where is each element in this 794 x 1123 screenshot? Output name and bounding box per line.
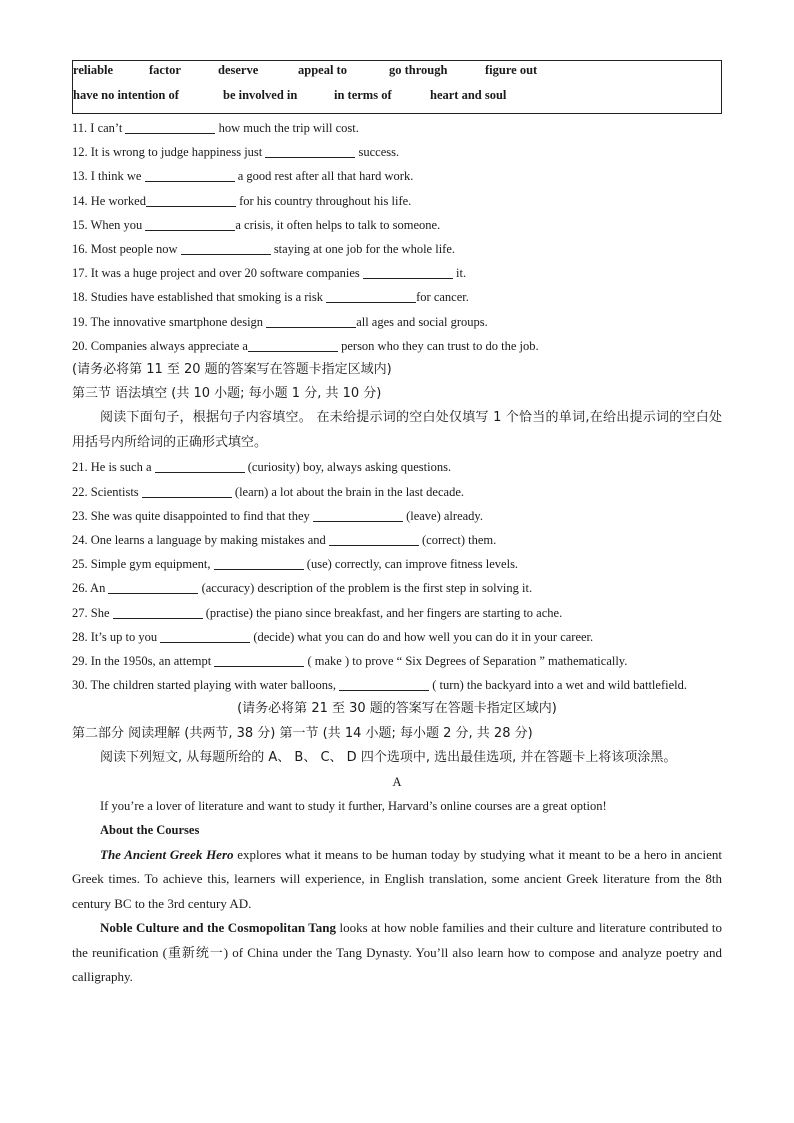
part-2-title: 第二部分 阅读理解 (共两节, 38 分) 第一节 (共 14 小题; 每小题 2 分, 共 28 分) <box>72 725 533 741</box>
word-bank-item: in terms of <box>334 88 392 102</box>
answer-blank[interactable] <box>146 194 236 207</box>
answer-blank[interactable] <box>155 460 245 473</box>
question-13: 13. I think we a good rest after all that hard work. <box>72 169 414 184</box>
word-bank-item: have no intention of <box>73 88 179 102</box>
question-18: 18. Studies have established that smoking is a risk for cancer. <box>72 290 469 305</box>
answer-blank[interactable] <box>266 315 356 328</box>
word-bank-item: figure out <box>485 63 538 77</box>
word-bank-item: factor <box>149 63 181 77</box>
section-3-instructions: 阅读下面句子，根据句子内容填空。 在未给提示词的空白处仅填写 1 个恰当的单词,在给出提示词的空白处用括号内所给词的正确形式填空。 <box>72 410 722 450</box>
answer-blank[interactable] <box>363 266 453 279</box>
question-21: 21. He is such a (curiosity) boy, always asking questions. <box>72 460 452 475</box>
answer-blank[interactable] <box>181 242 271 255</box>
passage-label: A <box>392 775 402 790</box>
answer-blank[interactable] <box>313 509 403 522</box>
question-22: 22. Scientists (learn) a lot about the brain in the last decade. <box>72 484 464 499</box>
answer-note-11-20: (请务必将第 11 至 20 题的答案写在答题卡指定区域内) <box>72 362 392 378</box>
question-23: 23. She was quite disappointed to find that they (leave) already. <box>72 508 483 523</box>
question-19: 19. The innovative smartphone design all ages and social groups. <box>72 314 488 329</box>
question-12: 12. It is wrong to judge happiness just success. <box>72 145 400 160</box>
section-3-title: 第三节 语法填空 (共 10 小题; 每小题 1 分, 共 10 分) <box>72 386 382 402</box>
question-15: 15. When you a crisis, it often helps to talk to someone. <box>72 217 441 232</box>
question-14: 14. He worked for his country throughout his life. <box>72 193 412 208</box>
question-11: 11. I can’t how much the trip will cost. <box>72 121 359 135</box>
answer-blank[interactable] <box>214 557 304 570</box>
answer-blank[interactable] <box>329 533 419 546</box>
grammar-questions <box>72 455 722 697</box>
question-30: 30. The children started playing with water balloons, ( turn) the backyard into a wet and wild battlefield. <box>72 678 687 693</box>
question-25: 25. Simple gym equipment, (use) correctly, can improve fitness levels. <box>72 557 519 572</box>
course-1-title: The Ancient Greek Hero <box>100 846 234 862</box>
word-bank-item: go through <box>389 63 448 77</box>
answer-blank[interactable] <box>326 290 416 303</box>
course-1-paragraph: The Ancient Greek Hero explores what it means to be human today by studying what it meant to be a hero in ancient Greek times. To achieve this, learners will experience, in English translation, some ancient Greek literature from the 8th century BC to the 3rd century AD. <box>72 846 723 911</box>
about-courses-heading: About the Courses <box>100 823 200 838</box>
answer-blank[interactable] <box>113 606 203 619</box>
question-16: 16. Most people now staying at one job for the whole life. <box>72 242 456 257</box>
answer-blank[interactable] <box>125 121 215 134</box>
vocab-questions <box>72 116 722 358</box>
answer-blank[interactable] <box>142 485 232 498</box>
word-bank-item: deserve <box>218 63 259 77</box>
answer-note-21-30: (请务必将第 21 至 30 题的答案写在答题卡指定区域内) <box>237 701 557 717</box>
answer-blank[interactable] <box>214 654 304 667</box>
question-26: 26. An (accuracy) description of the problem is the first step in solving it. <box>72 581 533 596</box>
word-bank-item: reliable <box>73 63 114 77</box>
word-bank-item: be involved in <box>223 88 298 102</box>
course-2-paragraph: Noble Culture and the Cosmopolitan Tang looks at how noble families and their culture and literature contributed to the reunification (重新统一) of China under the Tang Dynasty. You’ll also learn how to compose and analyze poetry and calligraphy. <box>72 920 722 985</box>
answer-blank[interactable] <box>145 218 235 231</box>
passage-intro: If you’re a lover of literature and want to study it further, Harvard’s online courses are a great option! <box>100 799 607 814</box>
answer-blank[interactable] <box>339 678 429 691</box>
question-29: 29. In the 1950s, an attempt ( make ) to prove “ Six Degrees of Separation ” mathematically. <box>72 654 628 669</box>
word-bank-item: heart and soul <box>430 88 507 102</box>
word-bank-box <box>72 60 722 114</box>
question-28: 28. It’s up to you (decide) what you can do and how well you can do it in your career. <box>72 629 594 644</box>
question-27: 27. She (practise) the piano since breakfast, and her fingers are starting to ache. <box>72 605 563 620</box>
answer-blank[interactable] <box>108 581 198 594</box>
answer-blank[interactable] <box>248 339 338 352</box>
part-2-instructions: 阅读下列短文, 从每题所给的 A、 B、 C、 D 四个选项中, 选出最佳选项, 并在答题卡上将该项涂黑。 <box>100 749 677 765</box>
answer-blank[interactable] <box>265 145 355 158</box>
word-bank-item: appeal to <box>298 63 347 77</box>
answer-blank[interactable] <box>145 169 235 182</box>
answer-blank[interactable] <box>160 630 250 643</box>
exam-page <box>72 60 722 990</box>
question-17: 17. It was a huge project and over 20 software companies it. <box>72 266 467 281</box>
question-20: 20. Companies always appreciate a person who they can trust to do the job. <box>72 338 539 353</box>
course-2-title: Noble Culture and the Cosmopolitan Tang <box>100 920 336 936</box>
question-24: 24. One learns a language by making mistakes and (correct) them. <box>72 533 497 548</box>
